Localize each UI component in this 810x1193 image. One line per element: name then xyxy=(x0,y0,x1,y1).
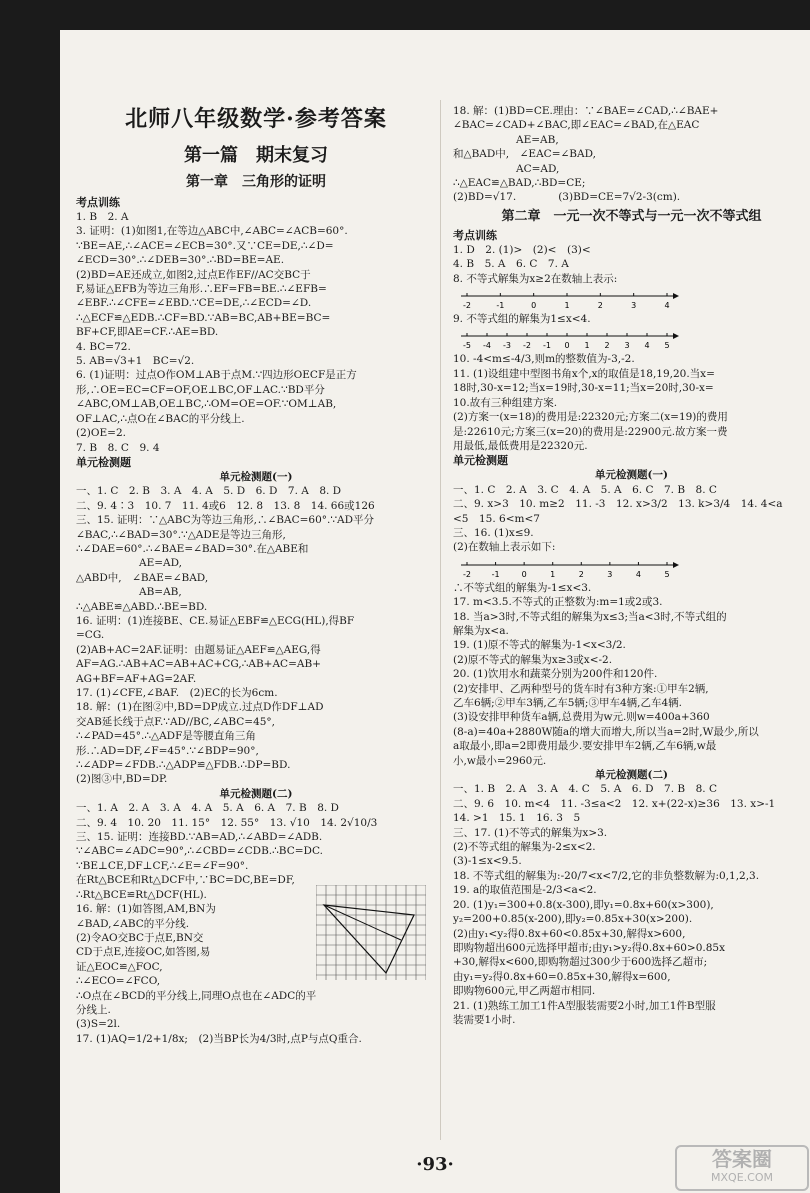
answer-line: 17. (1)∠CFE,∠BAF. (2)EC的长为6cm. xyxy=(76,687,278,699)
answer-line: 由y₁=y₂得0.8x+60=0.85x+30,解得x=600, xyxy=(453,970,671,983)
tick-label: 0 xyxy=(531,301,537,311)
answer-line: ∴O点在∠BCD的平分线上,同理O点也在∠ADC的平 xyxy=(76,989,317,1002)
answer-line: AE=AB, xyxy=(453,133,559,146)
unit-test-heading: 单元检测题(一) xyxy=(595,469,668,482)
section-heading: 单元检测题 xyxy=(453,454,508,468)
answer-line: 19. a的取值范围是-2/3<a<2. xyxy=(453,884,597,897)
right-column xyxy=(453,30,810,1027)
answer-line: (2)安排甲、乙两种型号的货车时有3种方案:①甲车2辆, xyxy=(453,682,709,695)
tick-label: -2 xyxy=(463,569,471,579)
answer-line: 9. 不等式组的解集为1≤x<4. xyxy=(453,313,591,326)
tick-label: 2 xyxy=(604,341,610,351)
unit-test-heading: 单元检测题(二) xyxy=(219,787,293,800)
answer-line: 三、15. 证明：∵△ABC为等边三角形,∴∠BAC=60°.∵AD平分 xyxy=(76,514,375,527)
answer-line: 和△BAD中, ∠EAC=∠BAD, xyxy=(453,148,596,161)
axis-arrow xyxy=(673,562,679,568)
answer-line: 三、15. 证明：连接BD.∵AB=AD,∴∠ABD=∠ADB. xyxy=(76,831,323,844)
tick-label: -1 xyxy=(496,301,505,311)
answer-line: 二、9. 6 10. m<4 11. -3≤a<2 12. x+(22-x)≥36 13. x>-1 xyxy=(453,797,776,810)
answer-line: 20. (1)饮用水和蔬菜分别为200件和120件. xyxy=(453,668,658,681)
column-divider xyxy=(440,100,441,1140)
answer-line: 用最低,最低费用是22320元. xyxy=(453,439,588,452)
answer-line: ∴△ABE≌△ABD.∴BE=BD. xyxy=(76,600,208,613)
answer-line: ∴△EAC≌△BAD,∴BD=CE; xyxy=(453,177,586,190)
section-heading: 单元检测题 xyxy=(76,455,131,469)
answer-line: 7. B 8. C 9. 4 xyxy=(76,441,160,454)
answer-line: 16. 证明：(1)连接BE、CE.易证△EBF≌△ECG(HL),得BF xyxy=(76,614,355,627)
answer-line: ∠ECD=30°.∴∠DEB=30°.∴BD=BE=AE. xyxy=(76,254,285,267)
answer-line: 1. B 2. A xyxy=(76,211,129,223)
answer-line: AE=AD, xyxy=(76,557,183,570)
answer-line: ∠BAC=∠CAD+∠BAC,即∠EAC=∠BAD,在△EAC xyxy=(453,119,700,132)
grid-figure xyxy=(316,885,426,980)
tick-label: 5 xyxy=(664,341,670,351)
answer-line: 乙车6辆;②甲车3辆,乙车5辆;③甲车4辆,乙车4辆. xyxy=(453,697,682,709)
answer-line: 18. 不等式组的解集为:-20/7<x<7/2,它的非负整数解为:0,1,2,3. xyxy=(453,869,760,882)
tick-label: -5 xyxy=(463,341,471,351)
part-title: 第一篇 期末复习 xyxy=(184,145,328,166)
answer-line: (2)令AO交BC于点E,BN交 xyxy=(76,931,204,944)
answer-line: 证△EOC≌△FOC, xyxy=(76,960,163,973)
tick-label: -4 xyxy=(483,341,491,351)
answer-line: 一、1. B 2. A 3. A 4. C 5. A 6. D 7. B 8. C xyxy=(453,783,718,796)
answer-line: 10.故有三种组建方案. xyxy=(453,396,558,409)
answer-line: <5 15. 6<m<7 xyxy=(453,512,540,525)
answer-line: ∠EBF.∴∠CFE=∠EBD.∵CE=DE,∴∠ECD=∠D. xyxy=(76,297,312,310)
tick-label: 4 xyxy=(635,569,641,579)
right-lines xyxy=(453,104,810,1027)
answer-line: (2)BD=√17. (3)BD=CE=7√2-3(cm). xyxy=(453,191,681,204)
axis-arrow xyxy=(673,333,679,339)
answer-line: ∵∠ABC=∠ADC=90°,∴∠CBD=∠CDB.∴BC=DC. xyxy=(76,845,323,858)
answer-line: ∴不等式组的解集为-1≤x<3. xyxy=(453,581,592,594)
answer-line: 14. >1 15. 1 16. 3 5 xyxy=(453,812,581,825)
answer-line: 一、1. C 2. B 3. A 4. A 5. D 6. D 7. A 8. D xyxy=(76,485,342,498)
answer-line: 4. BC=72. xyxy=(76,340,131,353)
answer-line: 三、16. (1)x≤9. xyxy=(453,526,534,539)
answer-line: AF=AG.∴AB+AC=AB+AC+CG,∴AB+AC=AB+ xyxy=(76,658,321,671)
chapter-title: 第一章 三角形的证明 xyxy=(186,174,326,190)
answer-line: F,易证△EFB为等边三角形.∴EF=FB=BE.∴∠EFB= xyxy=(76,283,327,296)
number-line-svg xyxy=(453,326,683,352)
answer-line: 16. 解：(1)如答图,AM,BN为 xyxy=(76,903,216,916)
answer-line: 二、9. 4∶3 10. 7 11. 4或6 12. 8 13. 8 14. 66或126 xyxy=(76,499,375,512)
section-heading: 考点训练 xyxy=(453,228,497,242)
number-line xyxy=(453,555,810,581)
page xyxy=(60,30,810,1193)
answer-line: ∴∠PAD=45°.∴△ADF是等腰直角三角 xyxy=(76,730,256,743)
answer-line: 17. m<3.5.不等式的正整数为:m=1或2或3. xyxy=(453,596,663,609)
number-line xyxy=(453,286,810,312)
answer-line: ∵BE=AE,∴∠ACE=∠ECB=30°.又∵CE=DE,∴∠D= xyxy=(76,239,334,252)
tick-label: 3 xyxy=(631,301,637,311)
answer-line: y₂=200+0.85(x-200),即y₂=0.85x+30(x>200). xyxy=(453,913,693,926)
answer-line: (2)由y₁<y₂得0.8x+60<0.85x+30,解得x>600, xyxy=(453,927,686,940)
answer-line: 三、17. (1)不等式的解集为x>3. xyxy=(453,826,608,839)
answer-line: 形,∴OE=EC=CF=OF,OE⊥BC,OF⊥AC.∵BD平分 xyxy=(76,383,325,396)
answer-line: =CG. xyxy=(76,629,105,642)
answer-line: 21. (1)熟练工加工1件A型服装需要2小时,加工1件B型服 xyxy=(453,999,716,1012)
left-column xyxy=(76,30,436,1046)
tick-label: 4 xyxy=(664,301,670,311)
axis-arrow xyxy=(673,293,679,299)
number-line-svg xyxy=(453,286,683,312)
page-number: ·93· xyxy=(416,1154,454,1175)
chapter-title: 第二章 一元一次不等式与一元一次不等式组 xyxy=(501,208,762,224)
answer-line: ∴∠DAE=60°.∴∠BAE=∠BAD=30°.在△ABE和 xyxy=(76,542,309,555)
answer-line: (2)BD=AE还成立,如图2,过点E作EF//AC交BC于 xyxy=(76,268,311,281)
answer-line: ∠BAD,∠ABC的平分线. xyxy=(76,917,190,930)
tick-label: 1 xyxy=(584,341,590,351)
answer-line: 6. (1)证明：过点O作OM⊥AB于点M.∵四边形OECF是正方 xyxy=(76,369,357,382)
answer-line: CD于点E,连接OC,如答图,易 xyxy=(76,946,211,959)
tick-label: 0 xyxy=(521,569,527,579)
tick-label: 1 xyxy=(564,301,570,311)
answer-line: (3)-1≤x<9.5. xyxy=(453,855,522,868)
answer-line: 4. B 5. A 6. C 7. A xyxy=(453,258,569,271)
answer-line: 小,w最小=2960元. xyxy=(453,754,547,767)
answer-line: AB=AB, xyxy=(76,586,182,599)
answer-line: 18时,30-x=12;当x=19时,30-x=11;当x=20时,30-x= xyxy=(453,382,714,395)
answer-line: 解集为x<a. xyxy=(453,624,509,637)
answer-line: 1. D 2. (1)> (2)< (3)< xyxy=(453,243,591,256)
section-heading: 考点训练 xyxy=(76,196,120,209)
tick-label: 2 xyxy=(597,301,603,311)
figure-area xyxy=(316,885,426,980)
answer-line: 20. (1)y₁=300+0.8(x-300),即y₁=0.8x+60(x>300), xyxy=(453,898,714,911)
answer-line: 18. 解：(1)在图②中,BD=DP成立.过点D作DF⊥AD xyxy=(76,701,324,714)
answer-line: (3)S=2l. xyxy=(76,1018,121,1031)
answer-line: (2)方案一(x=18)的费用是:22320元;方案二(x=19)的费用 xyxy=(453,411,728,424)
tick-label: 4 xyxy=(644,341,650,351)
answer-line: 二、9. 4 10. 20 11. 15° 12. 55° 13. √10 14. 2√10/3 xyxy=(76,816,378,829)
answer-line: (8-a)=40a+2880W随a的增大而增大,所以当a=2时,W最少,所以 xyxy=(453,725,759,738)
answer-line: 分线上. xyxy=(76,1003,111,1016)
tick-label: 0 xyxy=(564,341,570,351)
answer-line: △ABD中, ∠BAE=∠BAD, xyxy=(76,571,209,584)
answer-line: ∴△ECF≌△EDB.∴CF=BD.∵AB=BC,AB+BE=BC= xyxy=(76,311,331,324)
answer-line: 一、1. A 2. A 3. A 4. A 5. A 6. A 7. B 8. D xyxy=(76,802,339,815)
answer-line: BF+CF,即AE=CF.∴AE=BD. xyxy=(76,326,219,339)
answer-line: ∴Rt△BCE≌Rt△DCF(HL). xyxy=(76,888,207,901)
answer-line: 在Rt△BCE和Rt△DCF中,∵BC=DC,BE=DF, xyxy=(76,874,295,887)
answer-line: ∴∠ADP=∠FDB.∴△ADP≌△FDB.∴DP=BD. xyxy=(76,759,291,772)
tick-label: -1 xyxy=(491,569,500,579)
tick-label: -2 xyxy=(463,301,471,311)
tick-label: 1 xyxy=(550,569,556,579)
answer-line: (2)图③中,BD=DP. xyxy=(76,773,168,786)
tick-label: 3 xyxy=(607,569,613,579)
answer-line: (2)OE=2. xyxy=(76,427,126,440)
answer-line: 是:22610元;方案三(x=20)的费用是:22900元.故方案一费 xyxy=(453,425,728,438)
answer-line: 18. 当a>3时,不等式组的解集为x≤3;当a<3时,不等式组的 xyxy=(453,610,727,623)
answer-line: 一、1. C 2. A 3. C 4. A 5. A 6. C 7. B 8. C xyxy=(453,483,717,496)
tick-label: -3 xyxy=(503,341,511,351)
tick-label: 2 xyxy=(578,569,584,579)
number-line xyxy=(453,326,810,352)
answer-line: 交AB延长线于点F.∵AD//BC,∠ABC=45°, xyxy=(76,715,276,728)
answer-line: 11. (1)设组建中型图书角x个,x的取值是18,19,20.当x= xyxy=(453,367,715,380)
answer-line: (2)原不等式的解集为x≥3或x<-2. xyxy=(453,653,613,666)
answer-line: 19. (1)原不等式的解集为-1<x<3/2. xyxy=(453,639,626,652)
tick-label: 3 xyxy=(624,341,630,351)
answer-line: 装需要1小时. xyxy=(453,1013,516,1026)
answer-line: (3)设安排甲种货车a辆,总费用为w元.则w=400a+360 xyxy=(453,711,710,724)
answer-line: 二、9. x>3 10. m≥2 11. -3 12. x>3/2 13. k>3/4 14. 4<a xyxy=(453,498,783,511)
answer-line: (2)不等式组的解集为-2≤x<2. xyxy=(453,841,596,854)
unit-test-heading: 单元检测题(二) xyxy=(595,769,668,782)
answer-line: +30,解得x<600,即购物超过300少于600选择乙超市; xyxy=(453,956,708,969)
tick-label: -2 xyxy=(523,341,531,351)
answer-line: ∵BE⊥CE,DF⊥CF,∴∠E=∠F=90°. xyxy=(76,859,249,872)
answer-line: (2)AB+AC=2AF.证明：由题易证△AEF≌△AEG,得 xyxy=(76,643,321,656)
answer-line: 即购物超出600元选择甲超市;由y₁>y₂得0.8x+60>0.85x xyxy=(453,941,726,954)
answer-line: 3. 证明：(1)如图1,在等边△ABC中,∠ABC=∠ACB=60°. xyxy=(76,225,348,238)
answer-line: ∴∠ECO=∠FCO, xyxy=(76,975,161,988)
answer-line: AC=AD, xyxy=(453,162,560,175)
watermark-logo: 答案圈 MXQE.COM xyxy=(675,1145,809,1191)
answer-line: ∠BAC,∴∠BAD=30°.∵△ADE是等边三角形, xyxy=(76,528,286,541)
answer-line: a取最小,即a=2即费用最少.要安排甲车2辆,乙车6辆,w最 xyxy=(453,740,717,753)
answer-line: (2)在数轴上表示如下: xyxy=(453,541,556,554)
unit-test-heading: 单元检测题(一) xyxy=(219,470,293,483)
answer-line: 5. AB=√3+1 BC=√2. xyxy=(76,355,195,368)
answer-line: 10. -4<m≤-4/3,则m的整数值为-3,-2. xyxy=(453,353,635,366)
answer-line: 8. 不等式解集为x≥2在数轴上表示: xyxy=(453,272,618,285)
answer-line: ∠ABC,OM⊥AB,OE⊥BC,∴OM=OE=OF.∵OM⊥AB, xyxy=(76,398,337,411)
answer-line: 即购物600元,甲乙两超市相同. xyxy=(453,985,596,998)
answer-line: 形.∴AD=DF,∠F=45°.∵∠BDP=90°, xyxy=(76,744,259,757)
number-line-svg xyxy=(453,555,683,581)
page-title: 北师八年级数学·参考答案 xyxy=(125,106,387,132)
answer-line: 18. 解：(1)BD=CE.理由：∵∠BAE=∠CAD,∴∠BAE+ xyxy=(453,105,719,117)
answer-line: OF⊥AC,∴点O在∠BAC的平分线上. xyxy=(76,412,245,425)
tick-label: -1 xyxy=(543,341,551,351)
answer-line: AG+BF=AF+AG=2AF. xyxy=(76,672,197,685)
answer-line: 17. (1)AQ=1/2+1/8x; (2)当BP长为4/3时,点P与点Q重合. xyxy=(76,1032,362,1045)
tick-label: 5 xyxy=(664,569,670,579)
